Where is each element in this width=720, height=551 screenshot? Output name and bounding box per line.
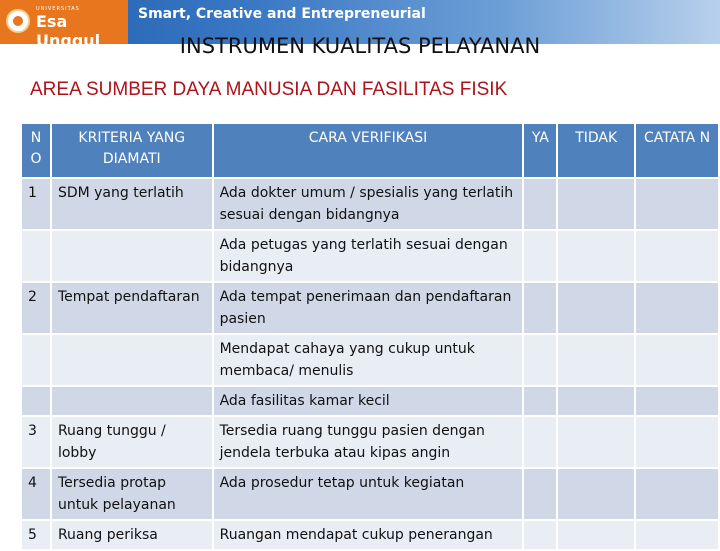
row-no [21, 230, 51, 282]
row-ya-cell[interactable] [523, 520, 557, 550]
logo-small-text: UNIVERSITAS [36, 6, 80, 12]
row-no: 2 [21, 282, 51, 334]
table-row [21, 230, 719, 282]
row-catatan-cell[interactable] [635, 520, 719, 550]
row-kriteria: Tempat pendaftaran [51, 282, 213, 334]
row-kriteria: Tersedia protap untuk pelayanan [51, 468, 213, 520]
header-ya: YA [523, 123, 557, 178]
row-no [21, 386, 51, 416]
row-ya-cell[interactable] [523, 230, 557, 282]
table-row [21, 334, 719, 386]
row-ya-cell[interactable] [523, 416, 557, 468]
row-ya-cell[interactable] [523, 178, 557, 230]
row-catatan-cell[interactable] [635, 178, 719, 230]
row-catatan-cell[interactable] [635, 386, 719, 416]
row-tidak-cell[interactable] [557, 468, 635, 520]
row-cara: Ada dokter umum / spesialis yang terlatih sesuai dengan bidangnya [213, 178, 524, 230]
table-row [21, 282, 719, 334]
row-tidak-cell[interactable] [557, 416, 635, 468]
row-tidak-cell[interactable] [557, 520, 635, 550]
row-tidak-cell[interactable] [557, 178, 635, 230]
logo-text: Esa Unggul [36, 12, 101, 50]
row-cara: Tersedia ruang tunggu pasien dengan jendela terbuka atau kipas angin [213, 416, 524, 468]
row-kriteria [51, 386, 213, 416]
header-tidak: TIDAK [557, 123, 635, 178]
header-cara-verifikasi: CARA VERIFIKASI [213, 123, 524, 178]
table-row [21, 178, 719, 230]
row-catatan-cell[interactable] [635, 416, 719, 468]
row-cara: Mendapat cahaya yang cukup untuk membaca/ menulis [213, 334, 524, 386]
row-cara: Ada tempat penerimaan dan pendaftaran pasien [213, 282, 524, 334]
row-ya-cell[interactable] [523, 334, 557, 386]
table-header-row [21, 123, 719, 178]
row-kriteria [51, 230, 213, 282]
row-ya-cell[interactable] [523, 468, 557, 520]
tagline: Smart, Creative and Entrepreneurial [138, 6, 426, 22]
table-row [21, 520, 719, 550]
header-no: N O [21, 123, 51, 178]
row-no: 3 [21, 416, 51, 468]
slide-title: INSTRUMEN KUALITAS PELAYANAN [179, 34, 541, 58]
row-tidak-cell[interactable] [557, 386, 635, 416]
row-kriteria: Ruang periksa [51, 520, 213, 550]
header-catatan: CATATA N [635, 123, 719, 178]
row-no: 5 [21, 520, 51, 550]
row-tidak-cell[interactable] [557, 230, 635, 282]
row-cara: Ada fasilitas kamar kecil [213, 386, 524, 416]
row-kriteria [51, 334, 213, 386]
slide-subtitle: AREA SUMBER DAYA MANUSIA DAN FASILITAS FISIK [30, 79, 508, 100]
row-kriteria: SDM yang terlatih [51, 178, 213, 230]
row-no [21, 334, 51, 386]
row-cara: Ruangan mendapat cukup penerangan [213, 520, 524, 550]
row-catatan-cell[interactable] [635, 282, 719, 334]
table-row [21, 386, 719, 416]
row-tidak-cell[interactable] [557, 282, 635, 334]
table-row [21, 468, 719, 520]
row-catatan-cell[interactable] [635, 230, 719, 282]
table-row [21, 416, 719, 468]
row-ya-cell[interactable] [523, 282, 557, 334]
row-kriteria: Ruang tunggu / lobby [51, 416, 213, 468]
row-ya-cell[interactable] [523, 386, 557, 416]
row-no: 1 [21, 178, 51, 230]
row-cara: Ada prosedur tetap untuk kegiatan [213, 468, 524, 520]
row-tidak-cell[interactable] [557, 334, 635, 386]
header-kriteria: KRITERIA YANG DIAMATI [51, 123, 213, 178]
logo-emblem-icon [6, 9, 30, 33]
instrument-table [20, 122, 720, 551]
row-no: 4 [21, 468, 51, 520]
row-cara: Ada petugas yang terlatih sesuai dengan bidangnya [213, 230, 524, 282]
row-catatan-cell[interactable] [635, 334, 719, 386]
row-catatan-cell[interactable] [635, 468, 719, 520]
